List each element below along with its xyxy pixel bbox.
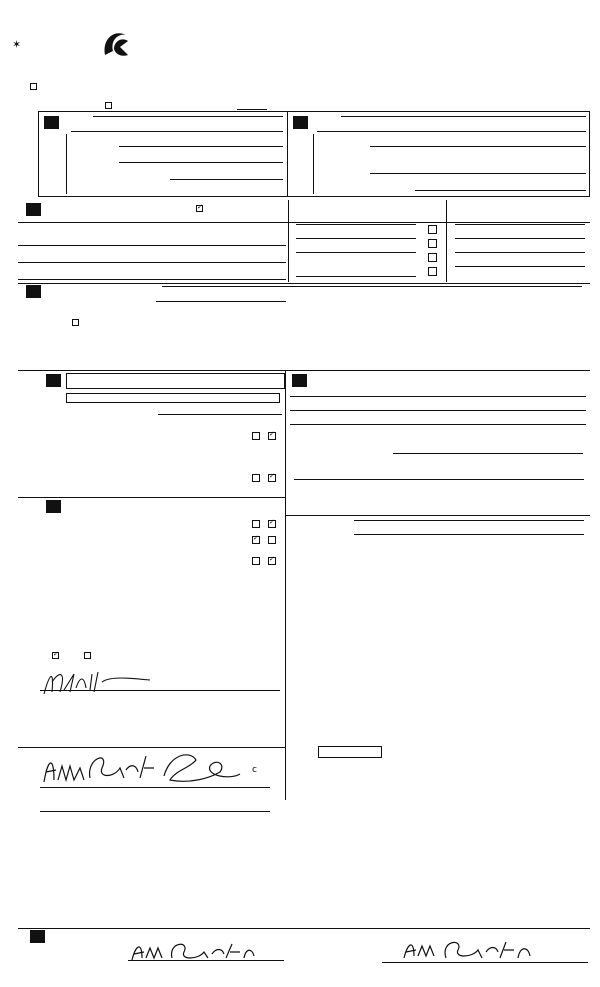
svg-text:c: c [252, 765, 257, 775]
land-use-select[interactable] [66, 393, 280, 403]
seller-vertical-label [46, 138, 68, 188]
section-2-number [293, 116, 308, 129]
seller-city[interactable] [119, 162, 283, 163]
s5-q2-no[interactable] [268, 474, 276, 482]
buyer-vertical-label [293, 138, 315, 188]
land-does-checkbox[interactable] [52, 652, 59, 659]
partial-percent-line[interactable] [237, 109, 267, 110]
logo-star-icon: ✶ [12, 39, 22, 51]
parcel-value-3[interactable] [455, 252, 585, 253]
grantee-signature[interactable] [400, 938, 560, 962]
doc-date[interactable] [354, 534, 584, 535]
s6-q3-yes[interactable] [252, 557, 260, 565]
multi-location-checkbox[interactable] [30, 83, 37, 90]
parcel-personal-checkbox-1[interactable] [428, 225, 437, 234]
buyer-city-line[interactable] [370, 173, 586, 174]
s6-q3-no[interactable] [268, 557, 276, 565]
s5-q2-yes[interactable] [252, 474, 260, 482]
parcel-personal-checkbox-3[interactable] [428, 253, 437, 262]
doc-type[interactable] [354, 520, 584, 521]
partial-sale-checkbox[interactable] [105, 102, 112, 109]
same-as-buyer-checkbox[interactable] [196, 205, 203, 212]
parcel-value-2[interactable] [455, 238, 585, 239]
parcel-number-3[interactable] [296, 252, 416, 253]
seller-phone[interactable] [170, 179, 283, 180]
section-5-number [46, 374, 61, 387]
parcel-personal-checkbox-2[interactable] [428, 239, 437, 248]
seller-name-1[interactable] [93, 116, 283, 117]
parcel-value-1[interactable] [455, 224, 585, 225]
seller-name-2[interactable] [71, 131, 283, 132]
new-owner-signatures[interactable] [40, 748, 270, 788]
s6-q2-yes[interactable] [252, 536, 260, 544]
s6-q1-no[interactable] [268, 520, 276, 528]
section-8-number [30, 930, 45, 943]
exemption-reason[interactable] [294, 479, 584, 480]
buyer-name-2[interactable] [317, 131, 586, 132]
parcel-personal-checkbox-4[interactable] [428, 267, 437, 276]
s5-q1-yes[interactable] [252, 432, 260, 440]
parcel-value-4[interactable] [455, 266, 585, 267]
land-does-not-checkbox[interactable] [84, 652, 91, 659]
segregated-checkbox[interactable] [72, 319, 79, 326]
section-7-number [292, 374, 307, 387]
additional-codes-line[interactable] [158, 414, 282, 415]
wac-number[interactable] [393, 453, 583, 454]
county[interactable] [156, 301, 286, 302]
buyer-name-1[interactable] [341, 116, 586, 117]
seller-mailing[interactable] [119, 146, 283, 147]
parcel-number-2[interactable] [296, 238, 416, 239]
section-4-number [26, 285, 41, 298]
s6-q2-no[interactable] [268, 536, 276, 544]
logo-swoosh-icon [100, 27, 130, 59]
s5-q1-no[interactable] [268, 432, 276, 440]
section-6-number [46, 500, 61, 513]
s6-q1-yes[interactable] [252, 520, 260, 528]
grantor-signature[interactable] [128, 940, 278, 962]
section-1-number [44, 116, 59, 129]
buyer-mailing[interactable] [370, 146, 586, 147]
deputy-assessor-signature [40, 668, 160, 698]
section-3-number [26, 203, 41, 216]
buyer-phone-line[interactable] [415, 190, 586, 191]
parcel-number-1[interactable] [296, 224, 416, 225]
parcel-number-4[interactable] [296, 276, 416, 277]
street-address[interactable] [162, 286, 582, 287]
